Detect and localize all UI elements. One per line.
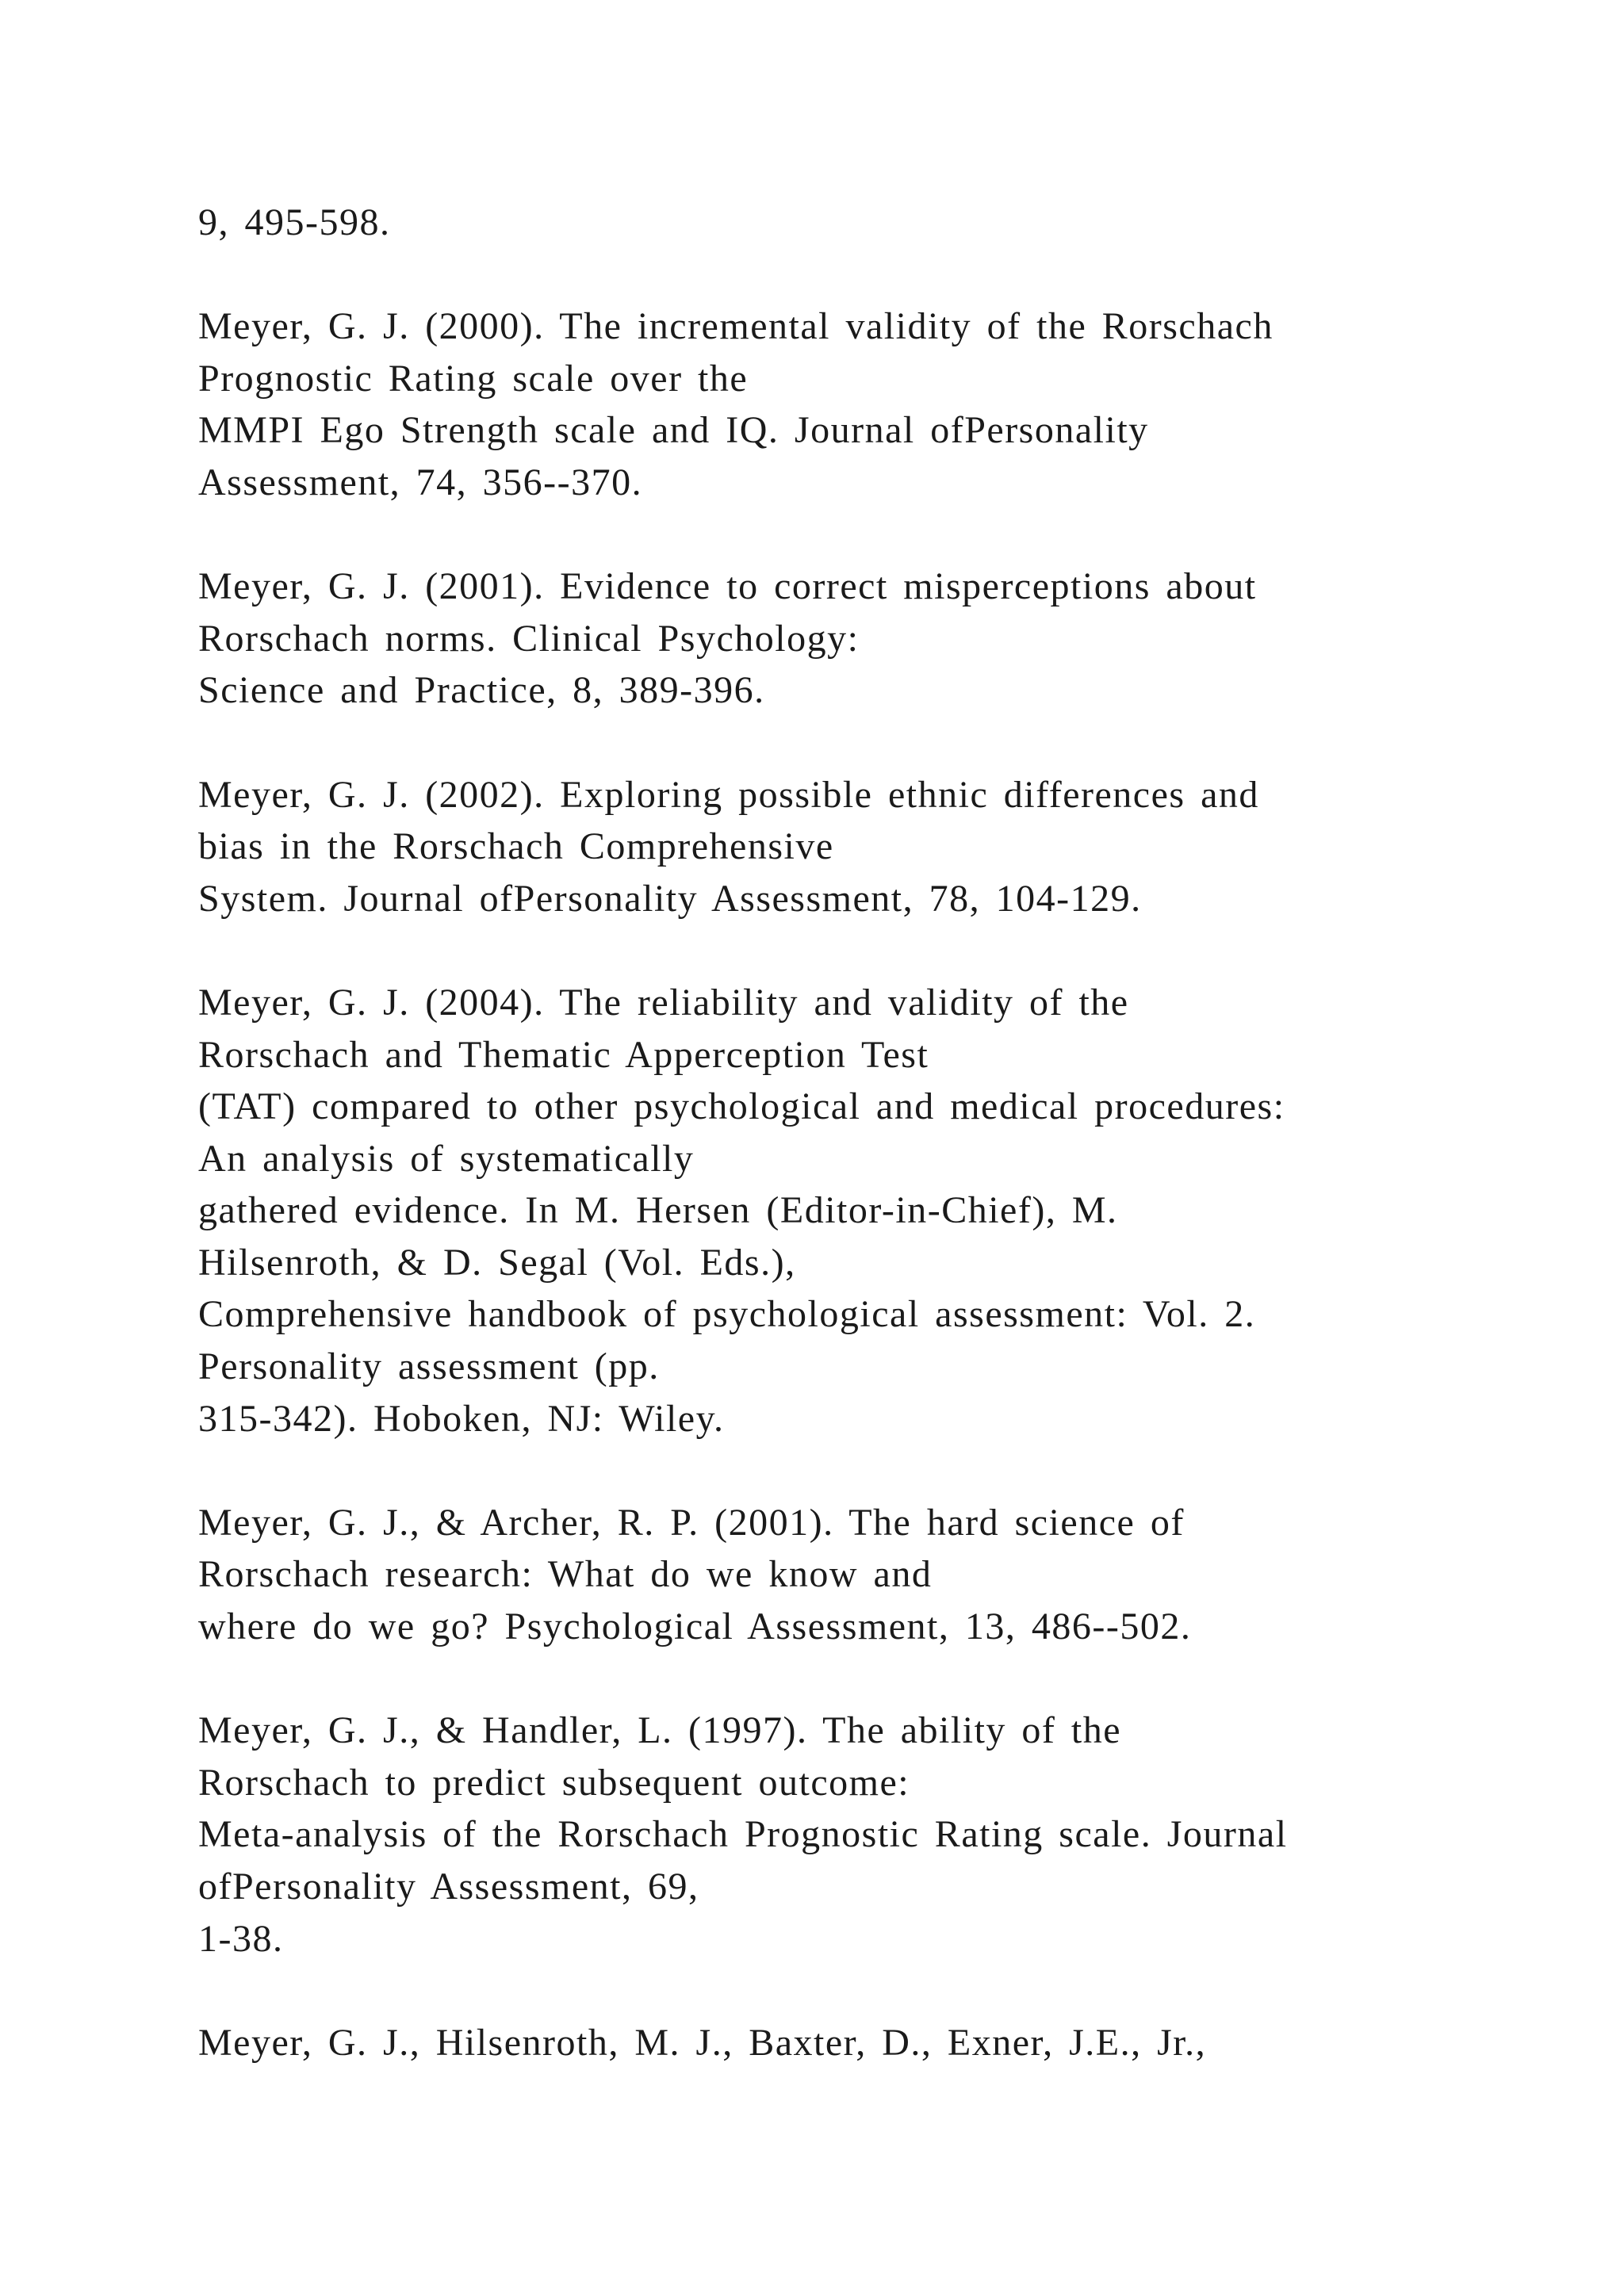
text-line: MMPI Ego Strength scale and IQ. Journal ofPersonality [198,409,1149,452]
text-line: Meta-analysis of the Rorschach Prognostic Rating scale. Journal [198,1813,1288,1856]
text-line: Prognostic Rating scale over the [198,357,749,400]
blank-line [198,717,1546,769]
text-line: 1-38. [198,1917,284,1960]
text-line: ofPersonality Assessment, 69, [198,1866,699,1908]
text-line: gathered evidence. In M. Hersen (Editor-in-Chief), M. [198,1189,1118,1232]
text-line: 315-342). Hoboken, NJ: Wiley. [198,1397,725,1440]
text-line: Comprehensive handbook of psychological assessment: Vol. 2. [198,1293,1256,1336]
reference-list [198,197,1546,2068]
text-line: Meyer, G. J., & Handler, L. (1997). The ability of the [198,1709,1122,1752]
text-line: Rorschach research: What do we know and [198,1553,933,1596]
blank-line [198,509,1546,561]
text-line: Hilsenroth, & D. Segal (Vol. Eds.), [198,1241,796,1284]
text-line: System. Journal ofPersonality Assessment, 78, 104-129. [198,877,1142,920]
text-line: Personality assessment (pp. [198,1345,660,1388]
text-line: Meyer, G. J., Hilsenroth, M. J., Baxter, D., Exner, J.E., Jr., [198,2021,1207,2064]
text-line: bias in the Rorschach Comprehensive [198,825,834,868]
blank-line [198,1965,1546,2017]
text-line: Meyer, G. J. (2001). Evidence to correct misperceptions about [198,565,1257,608]
text-line: Science and Practice, 8, 389-396. [198,669,765,712]
text-line: Rorschach norms. Clinical Psychology: [198,617,860,660]
text-line: (TAT) compared to other psychological and medical procedures: [198,1085,1285,1128]
text-line: An analysis of systematically [198,1137,695,1180]
blank-line [198,1653,1546,1705]
text-line: Rorschach and Thematic Apperception Test [198,1033,929,1076]
text-line: where do we go? Psychological Assessment, 13, 486--502. [198,1605,1192,1648]
text-line: Meyer, G. J. (2002). Exploring possible ethnic differences and [198,773,1259,816]
text-line: Meyer, G. J., & Archer, R. P. (2001). The hard science of [198,1501,1185,1544]
text-line: Rorschach to predict subsequent outcome: [198,1761,910,1804]
text-line: Meyer, G. J. (2000). The incremental validity of the Rorschach [198,305,1274,348]
blank-line [198,249,1546,301]
text-line: 9, 495-598. [198,201,391,243]
blank-line [198,924,1546,977]
text-line: Assessment, 74, 356--370. [198,461,643,503]
blank-line [198,1445,1546,1497]
text-line: Meyer, G. J. (2004). The reliability and validity of the [198,981,1129,1024]
